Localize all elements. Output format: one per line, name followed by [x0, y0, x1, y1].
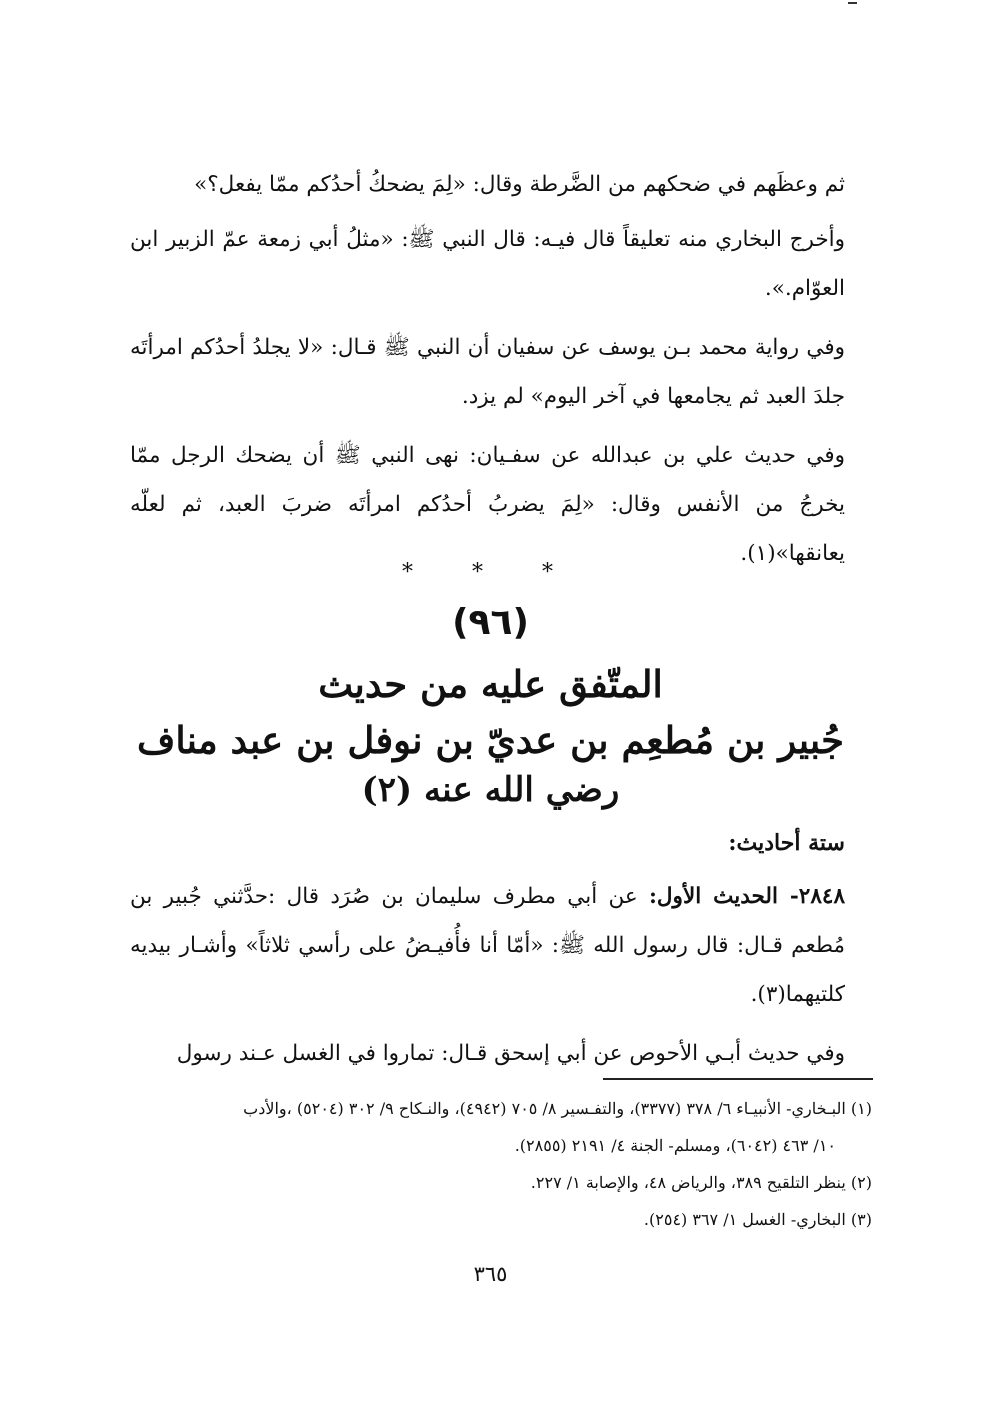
- paragraph: وفي حديث علي بن عبدالله عن سفـيان: نهى النبي ﷺ أن يضحك الرجل ممّا يخرجُ من الأنفس وقال: «لِمَ يضربُ أحدُكم امرأتَه ضربَ العبد، ثم لعلّه يعانقها»(١).: [130, 443, 845, 566]
- hadith-label: ٢٨٤٨- الحديث الأول:: [649, 884, 845, 909]
- chapter-title-blessing: رضي الله عنه (٢): [361, 770, 620, 810]
- section-subheading: ستة أحاديث:: [728, 830, 845, 856]
- paragraph: وأخرج البخاري منه تعليقاً قال فيـه: قال النبي ﷺ: «مثلُ أبي زمعة عمّ الزبير ابن العوّام.».: [130, 227, 845, 301]
- footnote-divider: [603, 1078, 873, 1080]
- page-number: ٣٦٥: [473, 1262, 508, 1286]
- footnote-continuation: ١٠/ ٤٦٣ (٦٠٤٢)، ومسلم- الجنة ٤/ ٢١٩١ (٢٨٥٥).: [514, 1136, 836, 1155]
- scan-mark: [848, 2, 857, 4]
- section-separator: * * *: [402, 560, 579, 585]
- hadith-text: عن أبي مطرف سليمان بن صُرَد قال :حدَّثني جُبير بن مُطعم قـال: قال رسول الله ﷺ: «أمّا أنا فأُفيـضُ على رأسي ثلاثاً» وأشـار بيديه كلتيهما(٣).: [130, 884, 845, 1007]
- paragraph: وفي حديث أبـي الأحوص عن أبي إسحق قـال: تماروا في الغسل عـند رسول: [176, 1041, 845, 1066]
- hadith-paragraph: [130, 872, 845, 1019]
- footnotes: [122, 1090, 872, 1238]
- hadith-body: [130, 872, 845, 1088]
- footnote: (٢) ينظر التلقيح ٣٨٩، والرياض ٤٨، والإصابة ١/ ٢٢٧.: [530, 1173, 872, 1192]
- footnote: (٣) البخاري- الغسل ١/ ٣٦٧ (٢٥٤).: [643, 1210, 872, 1229]
- paragraph: ثم وعظَهم في ضحكهم من الضَّرطة وقال: «لِمَ يضحكُ أحدُكم ممّا يفعل؟»: [194, 172, 845, 197]
- chapter-title-name: جُبير بن مُطعِم بن عديّ بن نوفل بن عبد مناف: [137, 718, 844, 762]
- paragraph: وفي رواية محمد بـن يوسف عن سفيان أن النبي ﷺ قـال: «لا يجلدُ أحدُكم امرأتَه جلدَ العبد ثم يجامعها في آخر اليوم» لم يزد.: [130, 335, 845, 409]
- chapter-number: (٩٦): [452, 602, 529, 643]
- body-text: [130, 160, 845, 588]
- chapter-title: المتّفق عليه من حديث: [318, 662, 663, 706]
- footnote: (١) البـخاري- الأنبيـاء ٦/ ٣٧٨ (٣٣٧٧)، والتفـسير ٨/ ٧٠٥ (٤٩٤٢)، والنـكاح ٩/ ٣٠٢ (٥٢٠٤) ،والأدب: [243, 1099, 872, 1118]
